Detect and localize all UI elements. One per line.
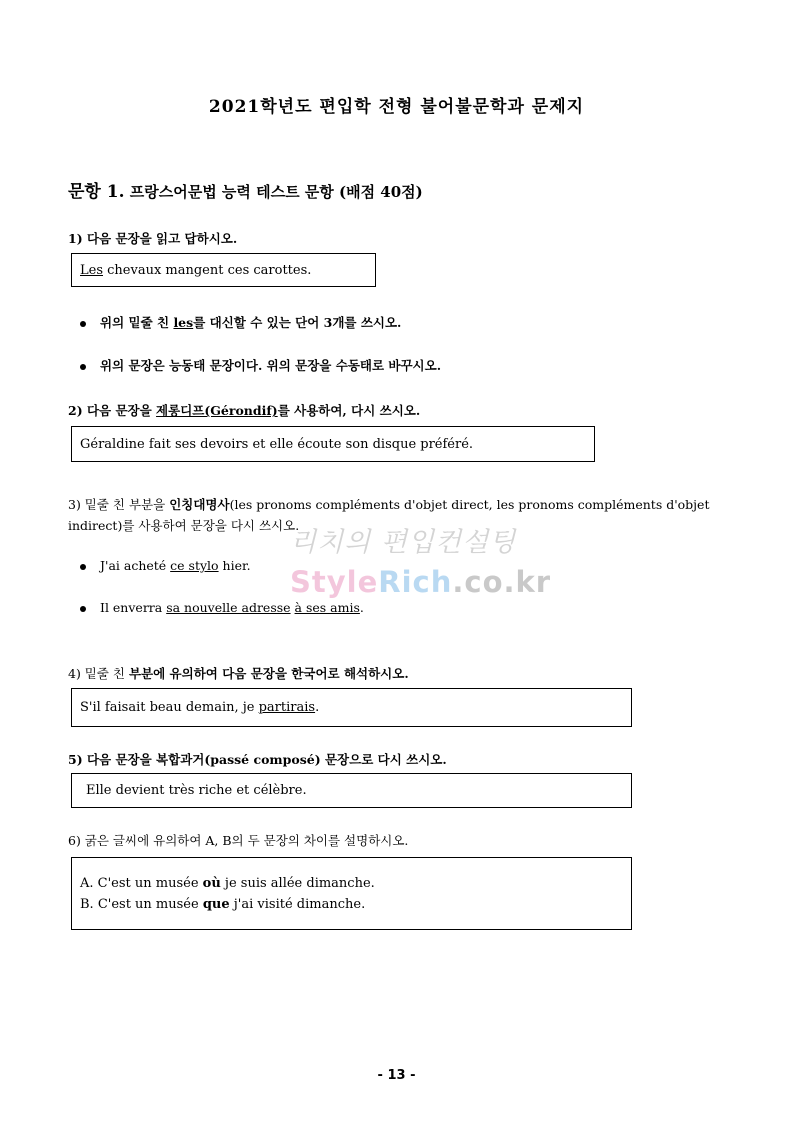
- q6-line-a: A. C'est un musée où je suis allée dimanche.: [80, 875, 375, 891]
- bullet-dot: [80, 564, 86, 570]
- q1-sentence-rest: chevaux mangent ces carottes.: [103, 262, 312, 278]
- page-number: - 13 -: [377, 1068, 416, 1083]
- q4-sentence-box: S'il faisait beau demain, je partirais.: [71, 688, 632, 727]
- q1-sentence-box: [71, 253, 376, 287]
- question-label: 문항 1.: [68, 182, 125, 202]
- q5-prompt: 5) 다음 문장을 복합과거(passé composé) 문장으로 다시 쓰시오.: [68, 752, 447, 767]
- q6-sentence-box: [71, 857, 632, 930]
- watermark-url: StyleRich.co.kr: [290, 565, 552, 599]
- q3-bullet-2: Il enverra sa nouvelle adresse à ses amis.: [80, 600, 364, 615]
- q6-line-b: B. C'est un musée que j'ai visité dimanche.: [80, 896, 366, 912]
- question-heading: [68, 177, 423, 202]
- q2-sentence-box: [71, 426, 595, 462]
- question-heading-text: 프랑스어문법 능력 테스트 문항 (배점 40점): [124, 183, 423, 201]
- bullet-dot: [80, 321, 86, 327]
- q3-prompt: 3) 밑줄 친 부분을 인칭대명사(les pronoms compléments d'objet direct, les pronoms compléments d'objet indirect)를 사용하여 문장을 다시 쓰시오.: [68, 497, 710, 533]
- q5-sentence: Elle devient très riche et célèbre.: [86, 783, 307, 798]
- q3-bullet-1: J'ai acheté ce stylo hier.: [80, 558, 251, 573]
- bullet-dot: [80, 364, 86, 370]
- q2-prompt: 2) 다음 문장을 제롱디프(Gérondif)를 사용하여, 다시 쓰시오.: [68, 403, 421, 418]
- q1-underlined-word: Les: [80, 262, 103, 278]
- q5-sentence-box: [71, 773, 632, 808]
- q1-prompt: 1) 다음 문장을 읽고 답하시오.: [68, 231, 238, 246]
- q1-bullet-1: 위의 밑줄 친 les를 대신할 수 있는 단어 3개를 쓰시오.: [80, 313, 401, 331]
- q2-sentence: Géraldine fait ses devoirs et elle écoute son disque préféré.: [80, 436, 474, 452]
- watermark-text: 리치의 편입컨설팅: [290, 527, 517, 558]
- bullet-dot: [80, 606, 86, 612]
- q1-bullet-2: 위의 문장은 능동태 문장이다. 위의 문장을 수동태로 바꾸시오.: [80, 356, 441, 374]
- q4-prompt: 4) 밑줄 친 부분에 유의하여 다음 문장을 한국어로 해석하시오.: [68, 666, 409, 681]
- page-title: 2021학년도 편입학 전형 불어불문학과 문제지: [208, 97, 585, 117]
- q6-prompt: 6) 굵은 글씨에 유의하여 A, B의 두 문장의 차이를 설명하시오.: [68, 833, 409, 848]
